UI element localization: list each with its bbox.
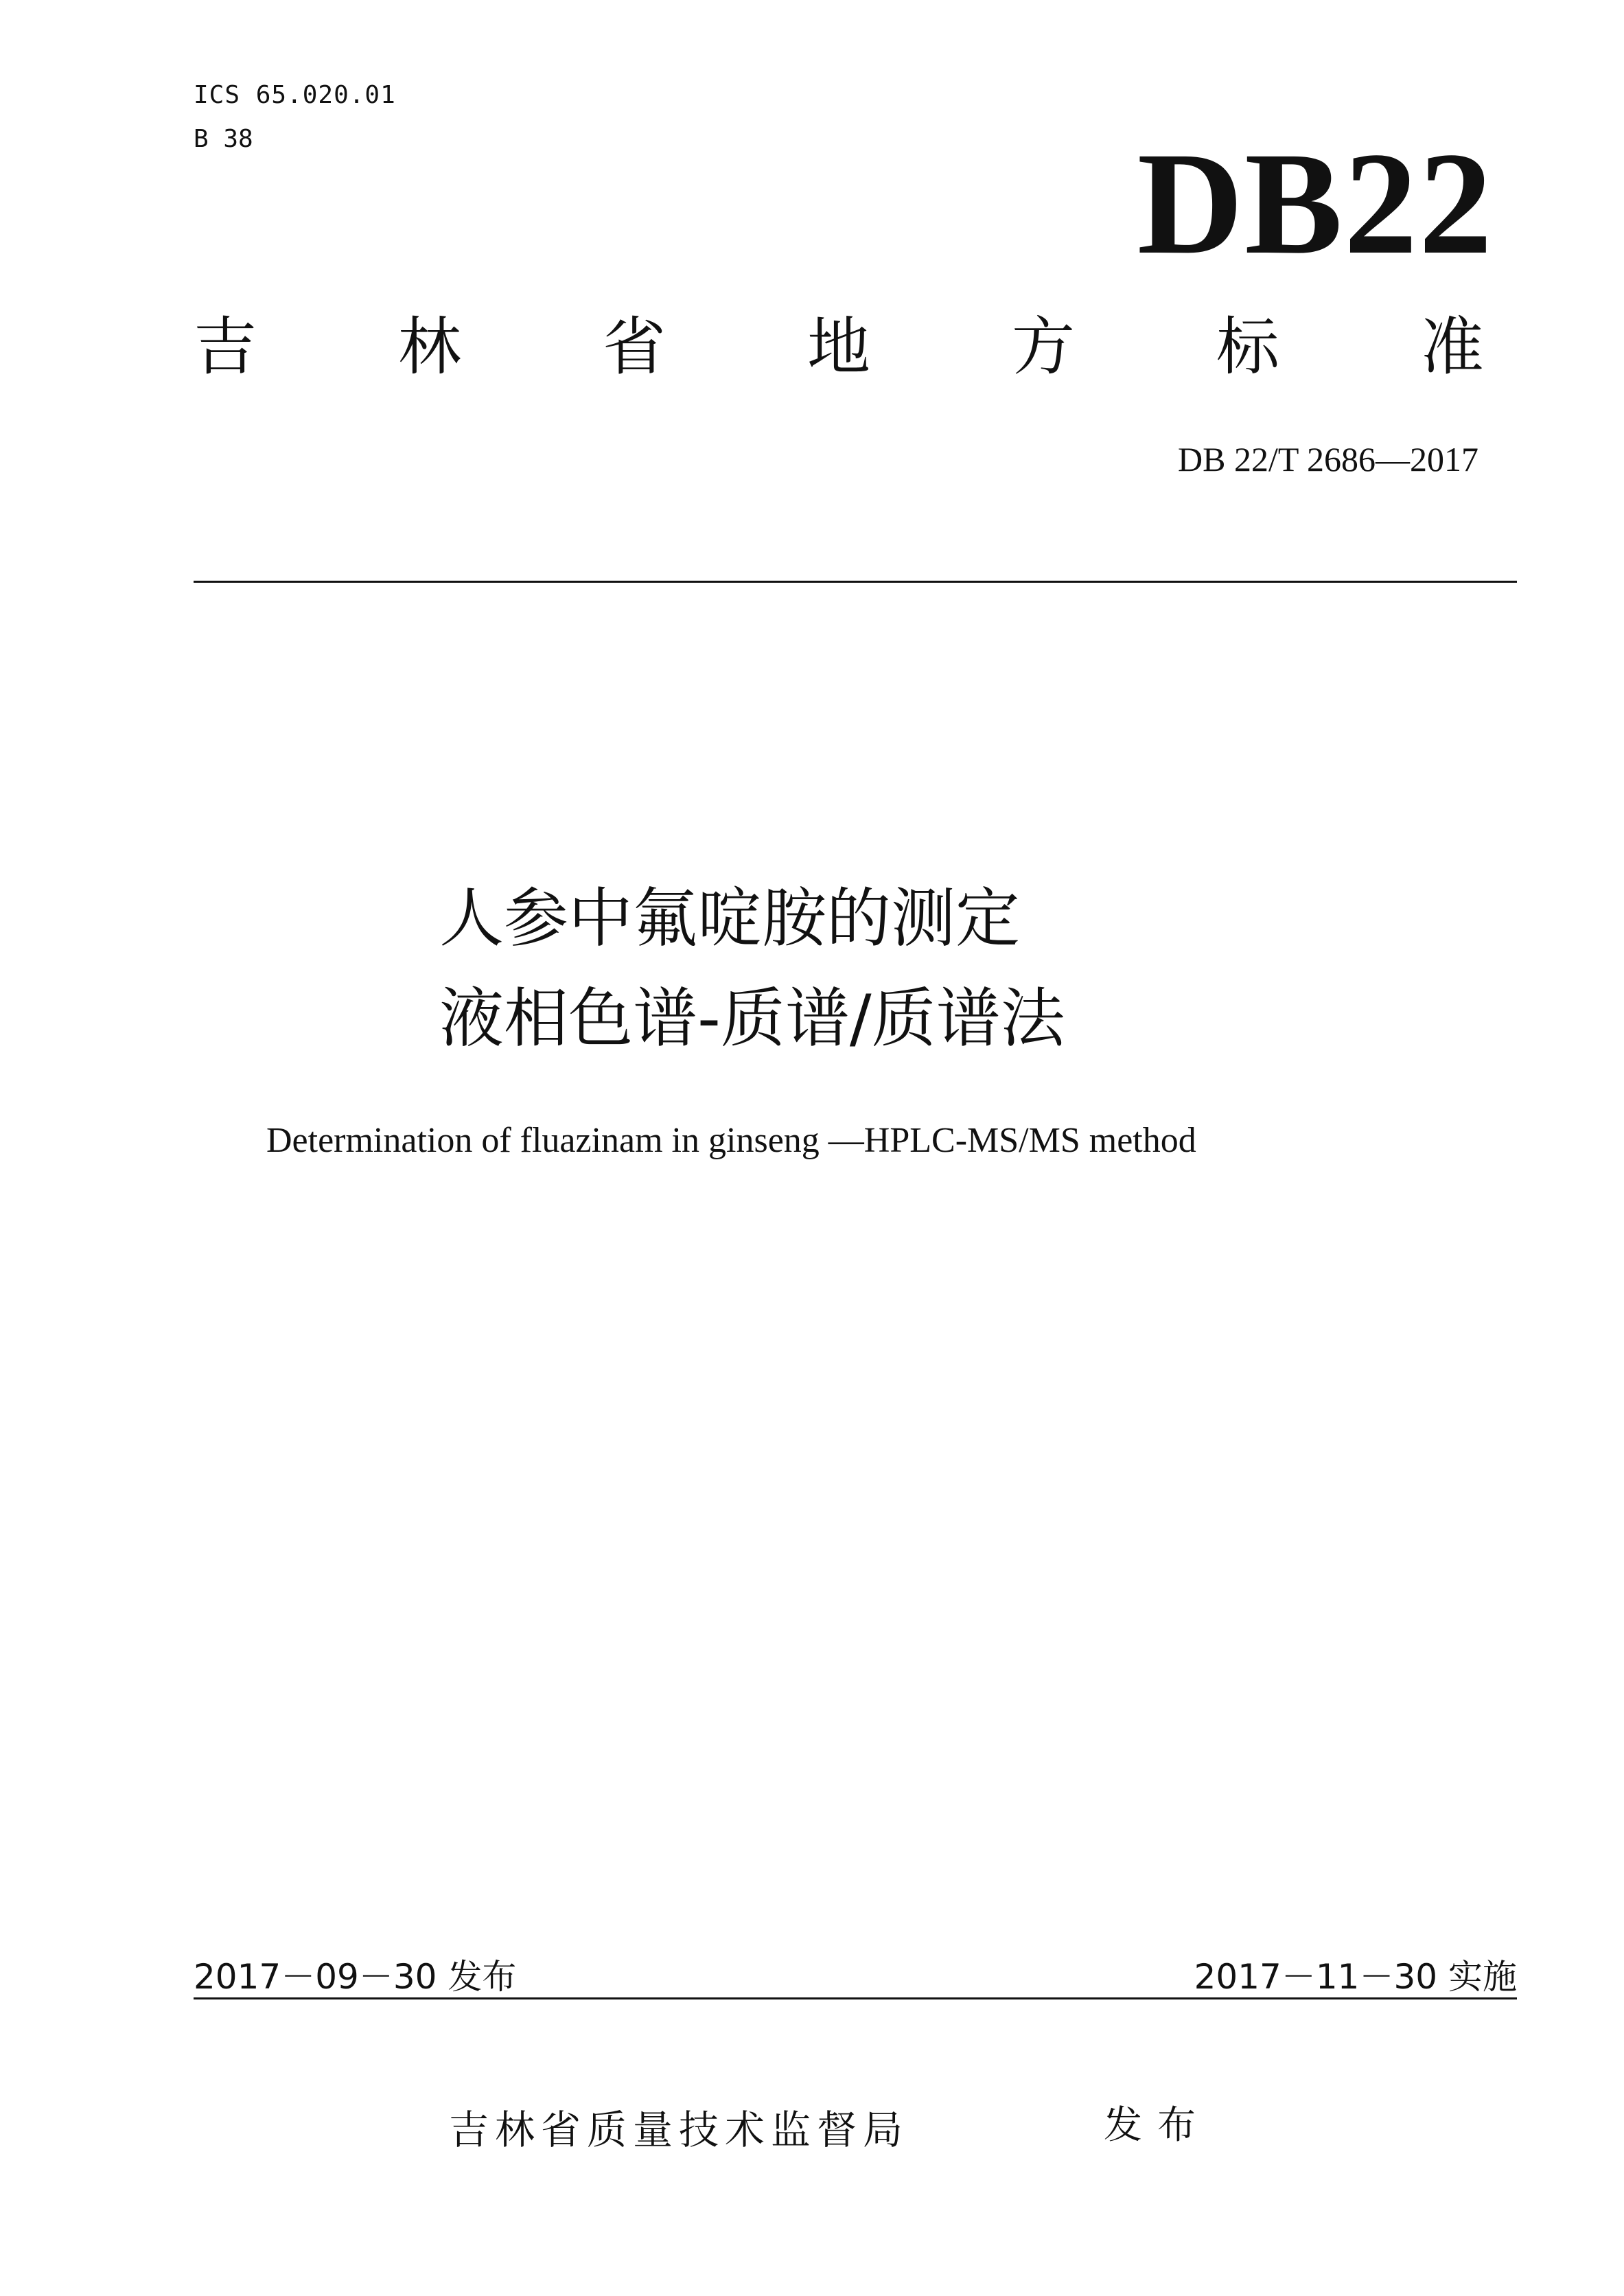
title-english: Determination of fluazinam in ginseng —HPLC-MS/MS method	[266, 1121, 1196, 1160]
top-divider	[194, 581, 1517, 583]
standard-type-char: 方	[1011, 310, 1075, 384]
publisher-name: 吉林省质量技术监督局	[449, 2107, 909, 2153]
title-chinese-line-1: 人参中氟啶胺的测定	[439, 881, 1021, 956]
implementation-date: 2017－11－30 实施	[1194, 1957, 1517, 1997]
title-chinese-line-2: 液相色谱-质谱/质谱法	[439, 982, 1065, 1056]
standard-type-char: 林	[397, 310, 461, 384]
standard-type-char: 吉	[194, 310, 257, 384]
standard-type-char: 准	[1420, 310, 1484, 384]
bottom-divider	[194, 1997, 1517, 1999]
publish-label: 发布	[1104, 2103, 1211, 2148]
standard-number: DB 22/T 2686—2017	[1178, 440, 1478, 478]
ics-code: ICS 65.020.01	[194, 81, 396, 109]
standard-logo: DB22	[1137, 122, 1494, 285]
standard-type-char: 地	[807, 310, 870, 384]
standard-type-char: 省	[602, 310, 666, 384]
issue-date: 2017－09－30 发布	[194, 1957, 517, 1997]
standard-type-heading	[194, 310, 1484, 384]
ccs-code: B 38	[194, 125, 253, 153]
standard-type-char: 标	[1216, 310, 1279, 384]
